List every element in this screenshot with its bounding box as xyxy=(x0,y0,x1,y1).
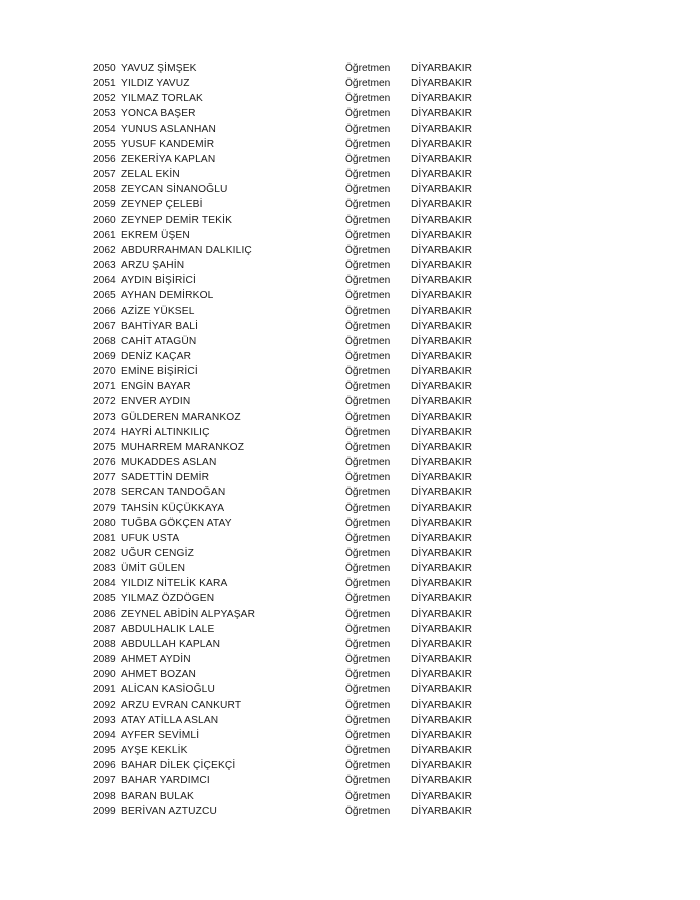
record-name: EKREM ÜŞEN xyxy=(121,229,190,241)
record-number: 2080 xyxy=(93,517,116,529)
record-number: 2097 xyxy=(93,775,116,787)
record-number: 2096 xyxy=(93,760,116,772)
record-number: 2098 xyxy=(93,790,116,802)
record-role: Öğretmen xyxy=(345,199,391,211)
record-city: DİYARBAKIR xyxy=(411,805,472,817)
record-row xyxy=(93,667,493,682)
record-name: YUNUS ASLANHAN xyxy=(121,123,216,135)
record-role: Öğretmen xyxy=(345,78,391,90)
record-name: ENGİN BAYAR xyxy=(121,381,191,393)
record-number: 2083 xyxy=(93,563,116,575)
record-city: DİYARBAKIR xyxy=(411,350,472,362)
record-city: DİYARBAKIR xyxy=(411,669,472,681)
record-city: DİYARBAKIR xyxy=(411,790,472,802)
record-city: DİYARBAKIR xyxy=(411,199,472,211)
record-name: YAVUZ ŞİMŞEK xyxy=(121,63,197,74)
record-name: AHMET AYDİN xyxy=(121,654,191,666)
record-city: DİYARBAKIR xyxy=(411,563,472,575)
record-role: Öğretmen xyxy=(345,426,391,438)
record-name: YILDIZ YAVUZ xyxy=(121,78,190,90)
record-number: 2057 xyxy=(93,169,116,181)
record-name: ARZU EVRAN CANKURT xyxy=(121,699,242,711)
record-number: 2085 xyxy=(93,593,116,605)
record-number: 2056 xyxy=(93,153,116,165)
record-row xyxy=(93,379,493,394)
record-number: 2061 xyxy=(93,229,116,241)
record-number: 2082 xyxy=(93,548,116,559)
record-number: 2081 xyxy=(93,532,116,544)
record-role: Öğretmen xyxy=(345,138,391,150)
record-number: 2075 xyxy=(93,441,116,453)
record-name: ENVER AYDIN xyxy=(121,396,191,408)
record-city: DİYARBAKIR xyxy=(411,108,472,120)
record-role: Öğretmen xyxy=(345,775,391,787)
record-number: 2090 xyxy=(93,669,116,681)
record-number: 2072 xyxy=(93,396,116,408)
record-city: DİYARBAKIR xyxy=(411,138,472,150)
record-city: DİYARBAKIR xyxy=(411,123,472,135)
record-role: Öğretmen xyxy=(345,502,391,514)
record-name: AHMET BOZAN xyxy=(121,669,197,681)
record-city: DİYARBAKIR xyxy=(411,366,472,378)
record-number: 2088 xyxy=(93,638,116,650)
record-row xyxy=(93,394,493,409)
record-number: 2054 xyxy=(93,123,116,135)
record-name: YILMAZ TORLAK xyxy=(121,93,203,105)
record-number: 2087 xyxy=(93,623,116,635)
record-city: DİYARBAKIR xyxy=(411,305,472,317)
record-role: Öğretmen xyxy=(345,214,391,226)
record-role: Öğretmen xyxy=(345,638,391,650)
record-role: Öğretmen xyxy=(345,93,391,105)
record-city: DİYARBAKIR xyxy=(411,654,472,666)
record-role: Öğretmen xyxy=(345,108,391,120)
record-row xyxy=(93,607,493,622)
record-role: Öğretmen xyxy=(345,396,391,408)
record-name: AYDIN BİŞİRİCİ xyxy=(121,275,196,287)
record-name: AYHAN DEMİRKOL xyxy=(121,290,214,302)
record-name: AYŞE KEKLİK xyxy=(121,745,188,757)
record-row xyxy=(93,91,493,106)
record-row xyxy=(93,637,493,652)
record-row xyxy=(93,61,493,76)
record-city: DİYARBAKIR xyxy=(411,78,472,90)
record-row xyxy=(93,334,493,349)
record-name: ABDULHALIK LALE xyxy=(121,623,215,635)
record-role: Öğretmen xyxy=(345,548,391,559)
record-number: 2070 xyxy=(93,366,116,378)
record-name: DENİZ KAÇAR xyxy=(121,350,192,362)
record-name: AYFER SEVİMLİ xyxy=(121,729,200,741)
record-row xyxy=(93,106,493,121)
record-row xyxy=(93,349,493,364)
record-role: Öğretmen xyxy=(345,593,391,605)
record-number: 2071 xyxy=(93,381,116,393)
record-role: Öğretmen xyxy=(345,532,391,544)
record-row xyxy=(93,561,493,576)
record-row xyxy=(93,501,493,516)
record-number: 2067 xyxy=(93,320,116,332)
record-row xyxy=(93,652,493,667)
record-row xyxy=(93,182,493,197)
record-number: 2077 xyxy=(93,472,116,484)
record-row xyxy=(93,455,493,470)
record-name: EMİNE BİŞİRİCİ xyxy=(121,366,198,378)
record-city: DİYARBAKIR xyxy=(411,214,472,226)
record-number: 2059 xyxy=(93,199,116,211)
record-role: Öğretmen xyxy=(345,441,391,453)
record-number: 2093 xyxy=(93,714,116,726)
record-role: Öğretmen xyxy=(345,63,391,74)
record-role: Öğretmen xyxy=(345,608,391,620)
record-city: DİYARBAKIR xyxy=(411,775,472,787)
record-role: Öğretmen xyxy=(345,472,391,484)
record-city: DİYARBAKIR xyxy=(411,578,472,590)
record-row xyxy=(93,682,493,697)
record-row xyxy=(93,228,493,243)
record-role: Öğretmen xyxy=(345,123,391,135)
record-city: DİYARBAKIR xyxy=(411,729,472,741)
record-name: GÜLDEREN MARANKOZ xyxy=(121,411,241,423)
record-name: ABDURRAHMAN DALKILIÇ xyxy=(121,244,252,256)
record-number: 2060 xyxy=(93,214,116,226)
record-name: ZEYNEL ABİDİN ALPYAŞAR xyxy=(121,608,256,620)
record-name: ÜMİT GÜLEN xyxy=(121,563,186,575)
record-row xyxy=(93,470,493,485)
record-number: 2092 xyxy=(93,699,116,711)
record-role: Öğretmen xyxy=(345,517,391,529)
record-city: DİYARBAKIR xyxy=(411,684,472,696)
record-city: DİYARBAKIR xyxy=(411,411,472,423)
record-row xyxy=(93,758,493,773)
record-city: DİYARBAKIR xyxy=(411,760,472,772)
record-role: Öğretmen xyxy=(345,381,391,393)
record-number: 2079 xyxy=(93,502,116,514)
record-row xyxy=(93,773,493,788)
record-number: 2074 xyxy=(93,426,116,438)
record-city: DİYARBAKIR xyxy=(411,714,472,726)
record-row xyxy=(93,273,493,288)
record-name: ARZU ŞAHİN xyxy=(121,260,185,272)
record-city: DİYARBAKIR xyxy=(411,320,472,332)
record-row xyxy=(93,288,493,303)
record-city: DİYARBAKIR xyxy=(411,457,472,469)
record-name: MUHARREM MARANKOZ xyxy=(121,441,245,453)
record-number: 2078 xyxy=(93,487,116,499)
record-city: DİYARBAKIR xyxy=(411,153,472,165)
record-city: DİYARBAKIR xyxy=(411,169,472,181)
record-number: 2050 xyxy=(93,63,116,74)
record-name: BARAN BULAK xyxy=(121,790,194,802)
record-city: DİYARBAKIR xyxy=(411,260,472,272)
record-name: ZEYNEP DEMİR TEKİK xyxy=(121,214,233,226)
record-row xyxy=(93,576,493,591)
record-city: DİYARBAKIR xyxy=(411,335,472,347)
record-role: Öğretmen xyxy=(345,760,391,772)
record-city: DİYARBAKIR xyxy=(411,502,472,514)
record-number: 2084 xyxy=(93,578,116,590)
record-role: Öğretmen xyxy=(345,366,391,378)
record-role: Öğretmen xyxy=(345,260,391,272)
record-role: Öğretmen xyxy=(345,699,391,711)
record-number: 2089 xyxy=(93,654,116,666)
record-number: 2063 xyxy=(93,260,116,272)
record-number: 2086 xyxy=(93,608,116,620)
record-role: Öğretmen xyxy=(345,578,391,590)
record-name: ZEYNEP ÇELEBİ xyxy=(121,199,203,211)
record-name: TAHSİN KÜÇÜKKAYA xyxy=(121,502,225,514)
record-row xyxy=(93,546,493,561)
record-role: Öğretmen xyxy=(345,563,391,575)
record-name: BAHAR YARDIMCI xyxy=(121,775,210,787)
record-number: 2053 xyxy=(93,108,116,120)
record-name: HAYRİ ALTINKILIÇ xyxy=(121,426,210,438)
record-role: Öğretmen xyxy=(345,153,391,165)
record-role: Öğretmen xyxy=(345,669,391,681)
record-name: MUKADDES ASLAN xyxy=(121,457,217,469)
record-name: YILMAZ ÖZDÖGEN xyxy=(121,593,215,605)
record-row xyxy=(93,743,493,758)
record-role: Öğretmen xyxy=(345,745,391,757)
record-name: BAHAR DİLEK ÇİÇEKÇİ xyxy=(121,760,236,772)
record-row xyxy=(93,122,493,137)
record-city: DİYARBAKIR xyxy=(411,745,472,757)
record-name: CAHİT ATAGÜN xyxy=(121,335,197,347)
record-role: Öğretmen xyxy=(345,684,391,696)
record-role: Öğretmen xyxy=(345,229,391,241)
record-row xyxy=(93,76,493,91)
record-role: Öğretmen xyxy=(345,487,391,499)
record-city: DİYARBAKIR xyxy=(411,275,472,287)
record-number: 2068 xyxy=(93,335,116,347)
record-city: DİYARBAKIR xyxy=(411,184,472,196)
record-name: UĞUR CENGİZ xyxy=(121,548,194,559)
record-name: BAHTİYAR BALİ xyxy=(121,320,199,332)
record-role: Öğretmen xyxy=(345,790,391,802)
record-city: DİYARBAKIR xyxy=(411,548,472,559)
record-city: DİYARBAKIR xyxy=(411,93,472,105)
record-name: UFUK USTA xyxy=(121,532,180,544)
record-number: 2076 xyxy=(93,457,116,469)
record-row xyxy=(93,531,493,546)
record-role: Öğretmen xyxy=(345,654,391,666)
record-city: DİYARBAKIR xyxy=(411,593,472,605)
record-role: Öğretmen xyxy=(345,714,391,726)
record-role: Öğretmen xyxy=(345,290,391,302)
record-role: Öğretmen xyxy=(345,729,391,741)
record-number: 2099 xyxy=(93,805,116,817)
record-city: DİYARBAKIR xyxy=(411,290,472,302)
record-city: DİYARBAKIR xyxy=(411,63,472,74)
record-row xyxy=(93,152,493,167)
record-row xyxy=(93,243,493,258)
record-city: DİYARBAKIR xyxy=(411,638,472,650)
record-role: Öğretmen xyxy=(345,411,391,423)
record-row xyxy=(93,319,493,334)
record-row xyxy=(93,364,493,379)
record-name: ZEKERİYA KAPLAN xyxy=(121,153,216,165)
record-city: DİYARBAKIR xyxy=(411,472,472,484)
record-role: Öğretmen xyxy=(345,320,391,332)
record-row xyxy=(93,167,493,182)
record-number: 2094 xyxy=(93,729,116,741)
record-row xyxy=(93,804,493,819)
record-number: 2095 xyxy=(93,745,116,757)
record-role: Öğretmen xyxy=(345,184,391,196)
record-name: ATAY ATİLLA ASLAN xyxy=(121,714,219,726)
record-role: Öğretmen xyxy=(345,244,391,256)
record-number: 2055 xyxy=(93,138,116,150)
record-role: Öğretmen xyxy=(345,169,391,181)
record-number: 2058 xyxy=(93,184,116,196)
record-city: DİYARBAKIR xyxy=(411,396,472,408)
record-row xyxy=(93,516,493,531)
record-name: TUĞBA GÖKÇEN ATAY xyxy=(121,517,232,529)
record-name: ZEYCAN SİNANOĞLU xyxy=(121,184,228,196)
record-role: Öğretmen xyxy=(345,275,391,287)
record-city: DİYARBAKIR xyxy=(411,244,472,256)
record-city: DİYARBAKIR xyxy=(411,426,472,438)
record-row xyxy=(93,622,493,637)
record-name: YILDIZ NİTELİK KARA xyxy=(121,578,228,590)
record-role: Öğretmen xyxy=(345,623,391,635)
record-name: ABDULLAH KAPLAN xyxy=(121,638,221,650)
record-row xyxy=(93,410,493,425)
record-list xyxy=(93,61,493,819)
record-row xyxy=(93,713,493,728)
record-city: DİYARBAKIR xyxy=(411,229,472,241)
record-city: DİYARBAKIR xyxy=(411,532,472,544)
record-role: Öğretmen xyxy=(345,350,391,362)
record-row xyxy=(93,425,493,440)
record-role: Öğretmen xyxy=(345,335,391,347)
record-name: YONCA BAŞER xyxy=(121,108,196,120)
record-role: Öğretmen xyxy=(345,305,391,317)
record-name: SADETTİN DEMİR xyxy=(121,472,210,484)
record-name: AZİZE YÜKSEL xyxy=(121,305,195,317)
record-row xyxy=(93,304,493,319)
record-number: 2066 xyxy=(93,305,116,317)
record-row xyxy=(93,258,493,273)
record-row xyxy=(93,789,493,804)
record-number: 2069 xyxy=(93,350,116,362)
record-row xyxy=(93,591,493,606)
record-number: 2064 xyxy=(93,275,116,287)
record-row xyxy=(93,728,493,743)
record-row xyxy=(93,440,493,455)
record-name: BERİVAN AZTUZCU xyxy=(121,805,218,817)
record-role: Öğretmen xyxy=(345,457,391,469)
record-name: YUSUF KANDEMİR xyxy=(121,138,215,150)
record-name: SERCAN TANDOĞAN xyxy=(121,487,226,499)
record-number: 2073 xyxy=(93,411,116,423)
record-city: DİYARBAKIR xyxy=(411,487,472,499)
record-number: 2062 xyxy=(93,244,116,256)
record-row xyxy=(93,197,493,212)
record-city: DİYARBAKIR xyxy=(411,608,472,620)
record-number: 2051 xyxy=(93,78,116,90)
record-row xyxy=(93,485,493,500)
record-name: ZELAL EKİN xyxy=(121,169,180,181)
record-city: DİYARBAKIR xyxy=(411,623,472,635)
record-row xyxy=(93,698,493,713)
record-name: ALİCAN KASİOĞLU xyxy=(121,684,215,696)
record-city: DİYARBAKIR xyxy=(411,517,472,529)
record-number: 2091 xyxy=(93,684,116,696)
record-row xyxy=(93,137,493,152)
record-role: Öğretmen xyxy=(345,805,391,817)
record-number: 2052 xyxy=(93,93,116,105)
record-city: DİYARBAKIR xyxy=(411,381,472,393)
record-city: DİYARBAKIR xyxy=(411,699,472,711)
record-number: 2065 xyxy=(93,290,116,302)
record-row xyxy=(93,213,493,228)
record-city: DİYARBAKIR xyxy=(411,441,472,453)
